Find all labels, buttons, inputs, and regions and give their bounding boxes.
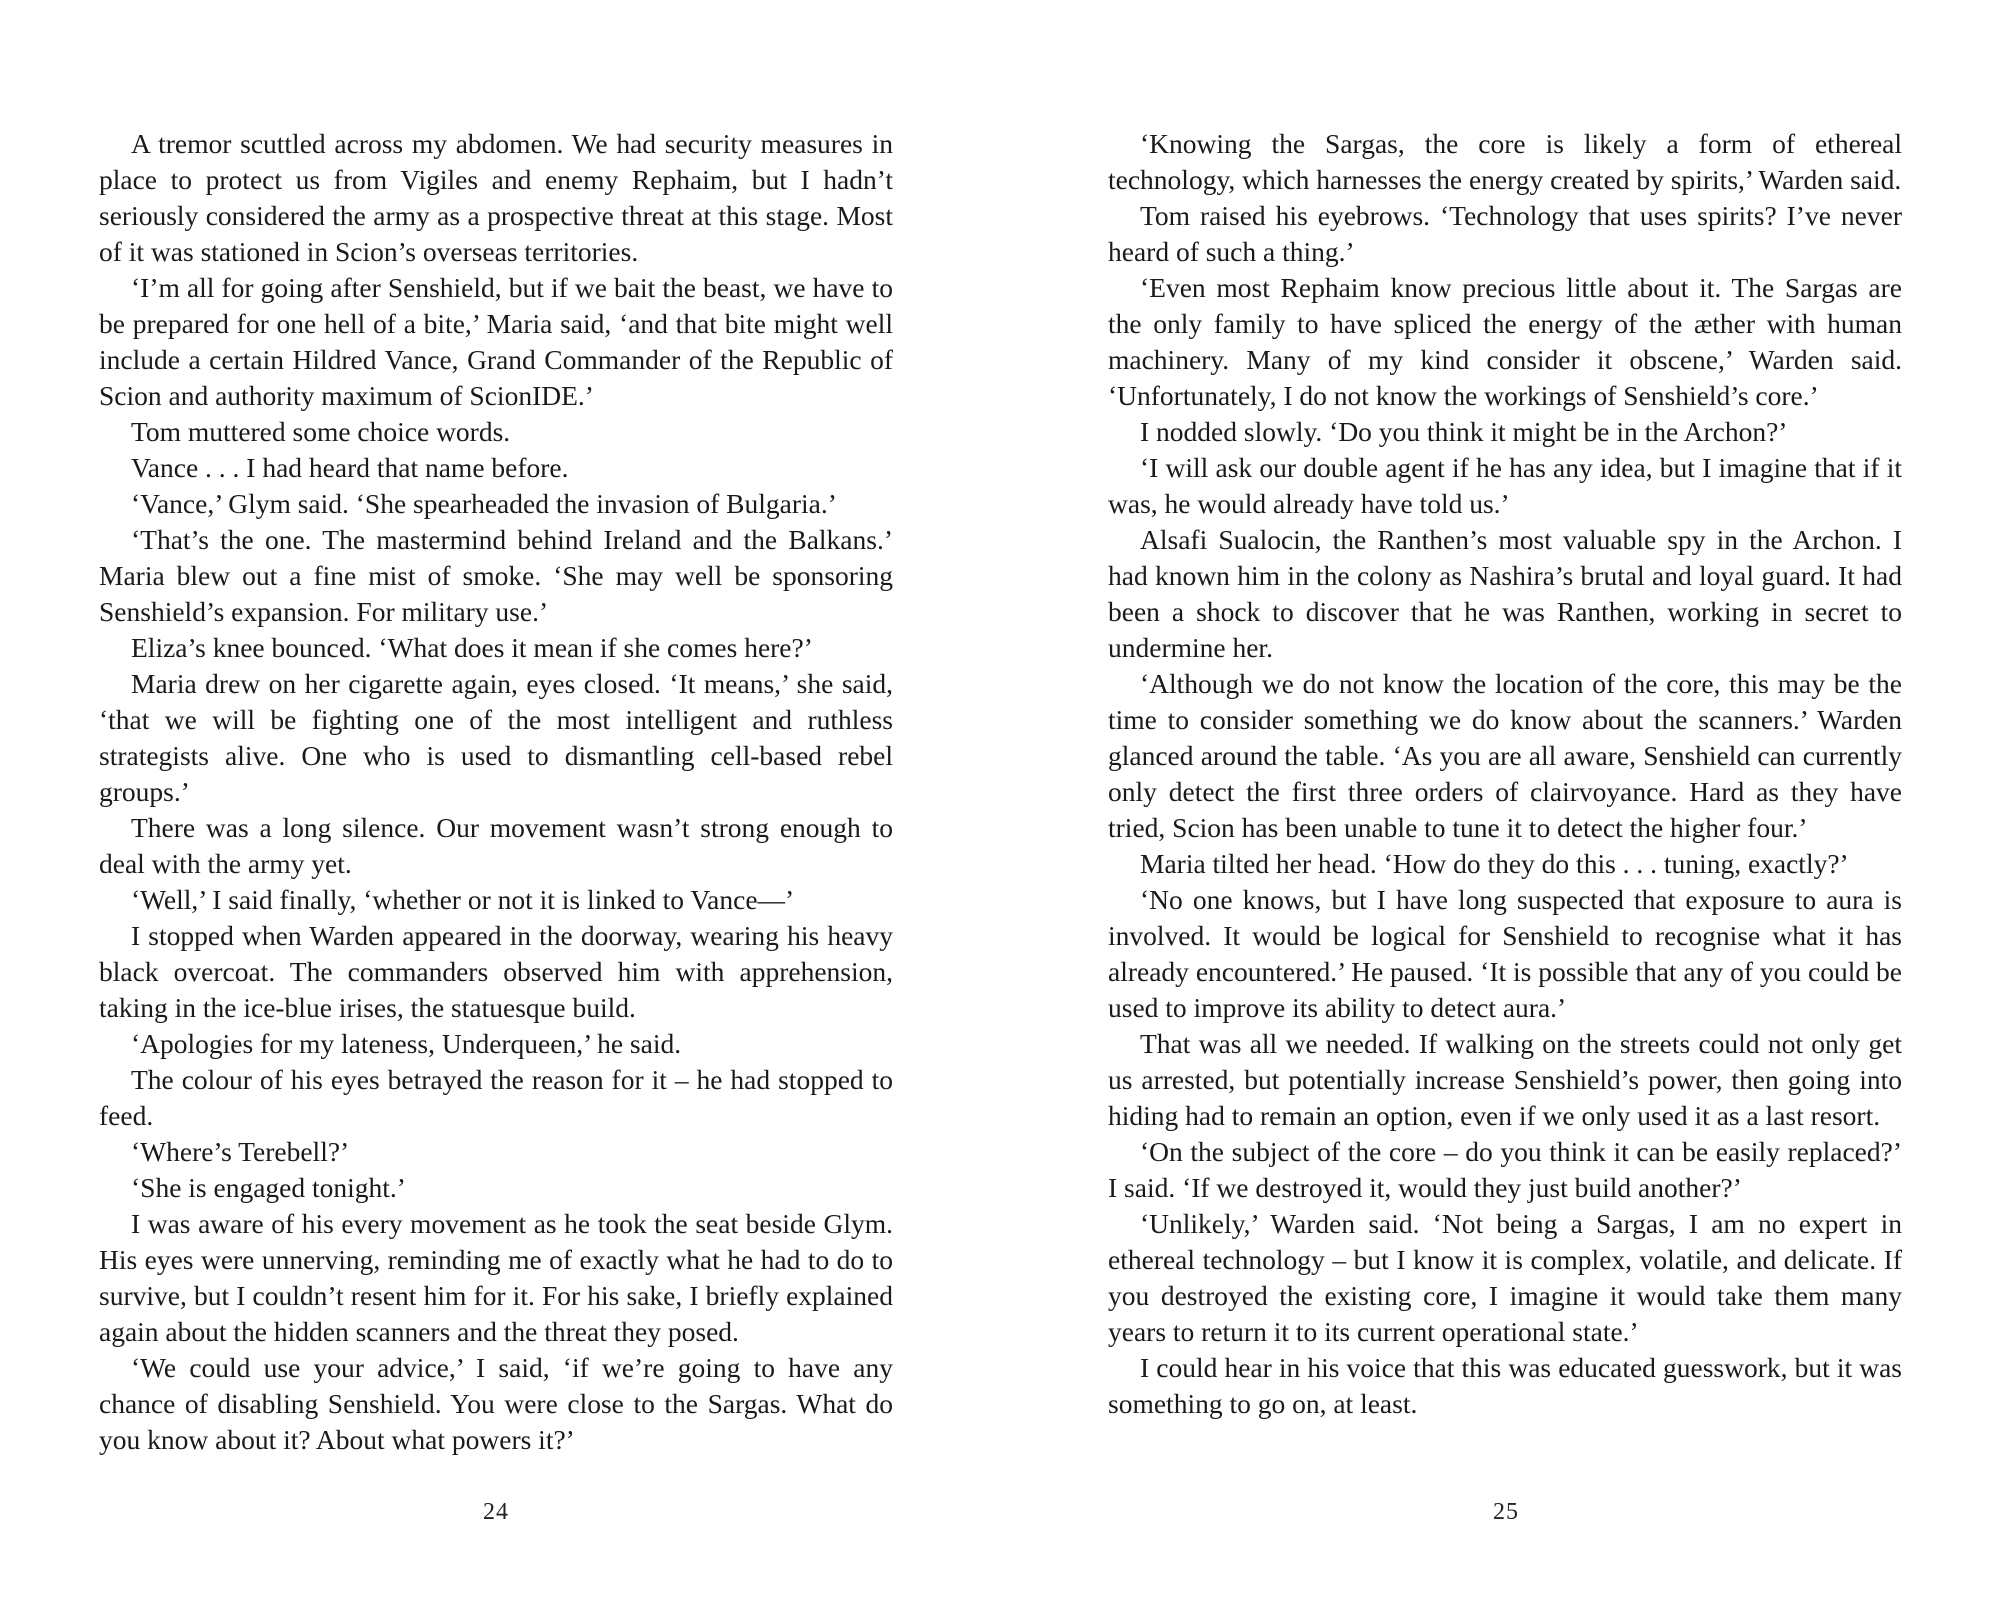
paragraph: Maria tilted her head. ‘How do they do this . . . tuning, exactly?’ (1140, 848, 1849, 879)
paragraph: ‘I will ask our double agent if he has any idea, but I imagine that if it was, he would already have told us.’ (1108, 452, 1902, 519)
paragraph: That was all we needed. If walking on the streets could not only get us arrested, but potentially increase Senshield’s power, then going into hiding had to remain an option, even if we only used it as a last resort. (1108, 1028, 1902, 1131)
paragraph: I could hear in his voice that this was educated guesswork, but it was something to go on, at least. (1108, 1352, 1902, 1419)
paragraph: Maria drew on her cigarette again, eyes closed. ‘It means,’ she said, ‘that we will be fighting one of the most intelligent and ruthless strategists alive. One who is used to dismantling cell-based rebel groups.’ (99, 668, 893, 807)
paragraph: ‘I’m all for going after Senshield, but if we bait the beast, we have to be prepared for one hell of a bite,’ Maria said, ‘and that bite might well include a certain Hildred Vance, Grand Commander of the Republic of Scion and authority maximum of ScionIDE.’ (99, 272, 893, 411)
paragraph: I was aware of his every movement as he took the seat beside Glym. His eyes were unnerving, reminding me of exactly what he had to do to survive, but I couldn’t resent him for it. For his sake, I briefly explained again about the hidden scanners and the threat they posed. (99, 1208, 893, 1347)
page-number: 24 (483, 1499, 509, 1525)
paragraph: ‘Unlikely,’ Warden said. ‘Not being a Sargas, I am no expert in ethereal technology – but I know it is complex, volatile, and delicate. If you destroyed the existing core, I imagine it would take them many years to return it to its current operational state.’ (1108, 1208, 1902, 1347)
paragraph: ‘That’s the one. The mastermind behind Ireland and the Balkans.’ Maria blew out a fine mist of smoke. ‘She may well be sponsoring Senshield’s expansion. For military use.’ (99, 524, 893, 627)
paragraph: ‘Vance,’ Glym said. ‘She spearheaded the invasion of Bulgaria.’ (131, 488, 837, 519)
paragraph: ‘On the subject of the core – do you think it can be easily replaced?’ I said. ‘If we destroyed it, would they just build another?’ (1108, 1136, 1902, 1203)
paragraph: Vance . . . I had heard that name before. (131, 452, 569, 483)
paragraph: I stopped when Warden appeared in the doorway, wearing his heavy black overcoat. The commanders observed him with apprehension, taking in the ice-blue irises, the statuesque build. (99, 920, 893, 1023)
right-page (1000, 0, 2000, 1613)
paragraph: Alsafi Sualocin, the Ranthen’s most valuable spy in the Archon. I had known him in the colony as Nashira’s brutal and loyal guard. It had been a shock to discover that he was Ranthen, working in secret to undermine her. (1108, 524, 1902, 663)
paragraph: ‘Apologies for my lateness, Underqueen,’ he said. (131, 1028, 682, 1059)
paragraph: A tremor scuttled across my abdomen. We had security measures in place to protect us from Vigiles and enemy Rephaim, but I hadn’t seriously considered the army as a prospective threat at this stage. Most of it was stationed in Scion’s overseas territories. (99, 128, 893, 267)
paragraph: ‘Although we do not know the location of the core, this may be the time to consider something we do know about the scanners.’ Warden glanced around the table. ‘As you are all aware, Senshield can currently only detect the first three orders of clairvoyance. Hard as they have tried, Scion has been unable to tune it to detect the higher four.’ (1108, 668, 1902, 843)
paragraph: ‘Even most Rephaim know precious little about it. The Sargas are the only family to have spliced the energy of the æther with human machinery. Many of my kind consider it obscene,’ Warden said. ‘Unfortunately, I do not know the workings of Senshield’s core.’ (1108, 272, 1902, 411)
left-page-text (99, 126, 893, 1458)
paragraph: Tom raised his eyebrows. ‘Technology that uses spirits? I’ve never heard of such a thing.’ (1108, 200, 1902, 267)
paragraph: ‘Knowing the Sargas, the core is likely a form of ethereal technology, which harnesses the energy created by spirits,’ Warden said. (1108, 128, 1902, 195)
paragraph: ‘Where’s Terebell?’ (131, 1136, 350, 1167)
paragraph: ‘She is engaged tonight.’ (131, 1172, 406, 1203)
paragraph: ‘Well,’ I said finally, ‘whether or not it is linked to Vance—’ (131, 884, 795, 915)
paragraph: ‘No one knows, but I have long suspected that exposure to aura is involved. It would be logical for Senshield to recognise what it has already encountered.’ He paused. ‘It is possible that any of you could be used to improve its ability to detect aura.’ (1108, 884, 1902, 1023)
paragraph: Tom muttered some choice words. (131, 416, 511, 447)
paragraph: The colour of his eyes betrayed the reason for it – he had stopped to feed. (99, 1064, 893, 1131)
paragraph: ‘We could use your advice,’ I said, ‘if we’re going to have any chance of disabling Senshield. You were close to the Sargas. What do you know about it? About what powers it?’ (99, 1352, 893, 1455)
paragraph: There was a long silence. Our movement wasn’t strong enough to deal with the army yet. (99, 812, 893, 879)
right-page-text (1108, 126, 1902, 1422)
paragraph: I nodded slowly. ‘Do you think it might be in the Archon?’ (1140, 416, 1788, 447)
page-number: 25 (1493, 1499, 1519, 1525)
paragraph: Eliza’s knee bounced. ‘What does it mean if she comes here?’ (131, 632, 813, 663)
